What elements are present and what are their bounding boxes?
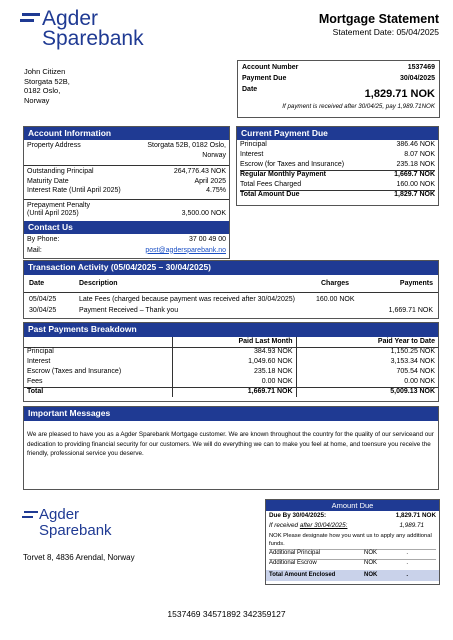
additional-escrow-label: Additional Escrow [269, 560, 317, 566]
past-payments-table [24, 337, 438, 397]
col-date: Date [29, 280, 45, 287]
additional-principal-label: Additional Principal [269, 550, 321, 556]
current-payment-row: Total Fees Charged 160.00 NOK [240, 181, 435, 191]
messages-body: We are pleased to have you as a Agder Sparebank Mortgage customer. We are known throughout the country for the quality of our serviceand our dedication to providing financial security for our customers. We will do everything we can to make you feel at home, and toensure you receive the friendly, professional service you deserve. [27, 431, 434, 457]
payment-due-label: Payment Due [242, 75, 287, 82]
late-payment-note: If payment is received after 30/04/25, pay 1,989.71NOK [282, 103, 435, 110]
past-payments-header: Past Payments Breakdown [24, 323, 438, 337]
table-row: Principal 384.93 NOK 1,150.25 NOK [24, 347, 438, 357]
current-payment-row: Interest 8.07 NOK [240, 151, 435, 158]
bank-name-footer-line2: Sparebank [39, 522, 112, 539]
customer-street: Storgata 52B, [24, 76, 70, 86]
summary-date-label: Date [242, 86, 258, 93]
phone-label: By Phone: [27, 235, 60, 243]
property-address-value-2: Norway [202, 152, 226, 159]
phone-value[interactable]: 37 00 49 00 [189, 235, 226, 243]
customer-country: Norway [24, 95, 50, 105]
table-row: 05/04/25 Late Fees (charged because payment was received after 30/04/2025) 160.00 NOK [29, 296, 355, 303]
bank-logo [20, 7, 180, 60]
rate-value: 4.75% [206, 187, 226, 194]
late-value: 1,989.71 [399, 522, 424, 529]
total-enclosed-unit[interactable]: NOK [364, 572, 378, 578]
table-row: Total 1,669.71 NOK 5,009.13 NOK [24, 387, 438, 397]
mail-label: Mail: [27, 246, 42, 254]
current-payment-row: Principal 386.46 NOK [240, 141, 435, 148]
transactions-box [23, 260, 439, 319]
col-paid-last-month: Paid Last Month [172, 337, 296, 347]
bank-name-line2: Sparebank [42, 27, 144, 50]
bank-name-line1: Agder [42, 7, 99, 30]
messages-header: Important Messages [24, 407, 438, 421]
amount-due-coupon: Amount Due Due By 30/04/2025: 1,829.71 NOK If received after 30/04/2025: 1,989.71 NOK Please designate how you want us to apply any additional funds. Additional Principal NOK . Additional Escrow NOK . Total Amount Enclosed NOK . [265, 499, 440, 585]
table-row: Fees 0.00 NOK 0.00 NOK [24, 377, 438, 387]
current-payment-rows [237, 140, 438, 202]
summary-box [237, 60, 440, 118]
col-description: Description [79, 280, 118, 287]
summary-amount: 1,829.71 NOK [364, 88, 435, 100]
table-row: Interest 1,049.60 NOK 3,153.34 NOK [24, 357, 438, 367]
mail-link[interactable]: post@agdersparebank.no [145, 246, 226, 254]
customer-address [24, 67, 70, 105]
penalty-label-1: Prepayment Penalty [27, 201, 91, 209]
penalty-label-2: (Until April 2025) [27, 209, 79, 217]
current-payment-box [236, 126, 439, 206]
coupon-note: NOK Please designate how you want us to apply any additional funds. [269, 533, 432, 547]
logo-mark-icon [22, 511, 38, 519]
maturity-value: April 2025 [194, 177, 226, 185]
footer-numbers: 1537469 34571892 342359127 [167, 609, 286, 619]
logo-mark-icon [20, 13, 40, 23]
bank-logo-footer [22, 508, 162, 548]
additional-principal-unit[interactable]: NOK [364, 550, 378, 556]
late-label: If received after 30/04/2025: [269, 522, 348, 529]
amount-due-header: Amount Due [266, 500, 439, 511]
due-by-value: 1,829.71 NOK [395, 512, 436, 519]
current-payment-row: Regular Monthly Payment 1,669.7 NOK [240, 171, 435, 178]
messages-box [23, 406, 439, 490]
penalty-value: 3,500.00 NOK [181, 209, 226, 217]
customer-city: 0182 Oslo, [24, 86, 61, 95]
current-payment-row: Escrow (for Taxes and Insurance) 235.18 NOK [240, 161, 435, 171]
past-payments-box [23, 322, 439, 402]
property-address-value-1: Storgata 52B, 0182 Oslo, [147, 142, 226, 149]
principal-value: 264,776.43 NOK [173, 168, 226, 175]
maturity-label: Maturity Date [27, 177, 69, 185]
customer-name: John Citizen [24, 67, 66, 76]
due-by-label: Due By 30/04/2025: [269, 512, 327, 519]
additional-escrow-unit[interactable]: NOK [364, 560, 378, 566]
account-info-box [23, 126, 230, 259]
table-row: 30/04/25 Payment Received – Thank you 1,669.71 NOK [29, 307, 433, 314]
statement-title: Mortgage Statement [318, 12, 439, 26]
account-number-label: Account Number [242, 64, 299, 71]
col-charges: Charges [321, 280, 350, 287]
bank-address: Torvet 8, 4836 Arendal, Norway [23, 553, 135, 562]
transactions-header: Transaction Activity (05/04/2025 – 30/04/2025) [24, 261, 438, 275]
col-payments: Payments [399, 280, 433, 287]
table-row: Escrow (Taxes and Insurance) 235.18 NOK 705.54 NOK [24, 367, 438, 377]
property-address-label: Property Address [27, 142, 81, 149]
col-paid-year-to-date: Paid Year to Date [377, 337, 435, 345]
principal-label: Outstanding Principal [27, 168, 94, 175]
bank-name-footer-line1: Agder [39, 506, 80, 523]
payment-due-value: 30/04/2025 [399, 75, 435, 82]
rate-label: Interest Rate (Until April 2025) [27, 187, 121, 194]
current-payment-row: Total Amount Due 1,829.7 NOK [240, 191, 435, 198]
current-payment-header: Current Payment Due [237, 127, 438, 140]
total-enclosed-label: Total Amount Enclosed [269, 572, 336, 578]
contact-header: Contact Us [24, 221, 229, 234]
account-number-value: 1537469 [407, 64, 435, 71]
account-info-header: Account Information [24, 127, 229, 140]
statement-date: Statement Date: 05/04/2025 [332, 27, 439, 37]
